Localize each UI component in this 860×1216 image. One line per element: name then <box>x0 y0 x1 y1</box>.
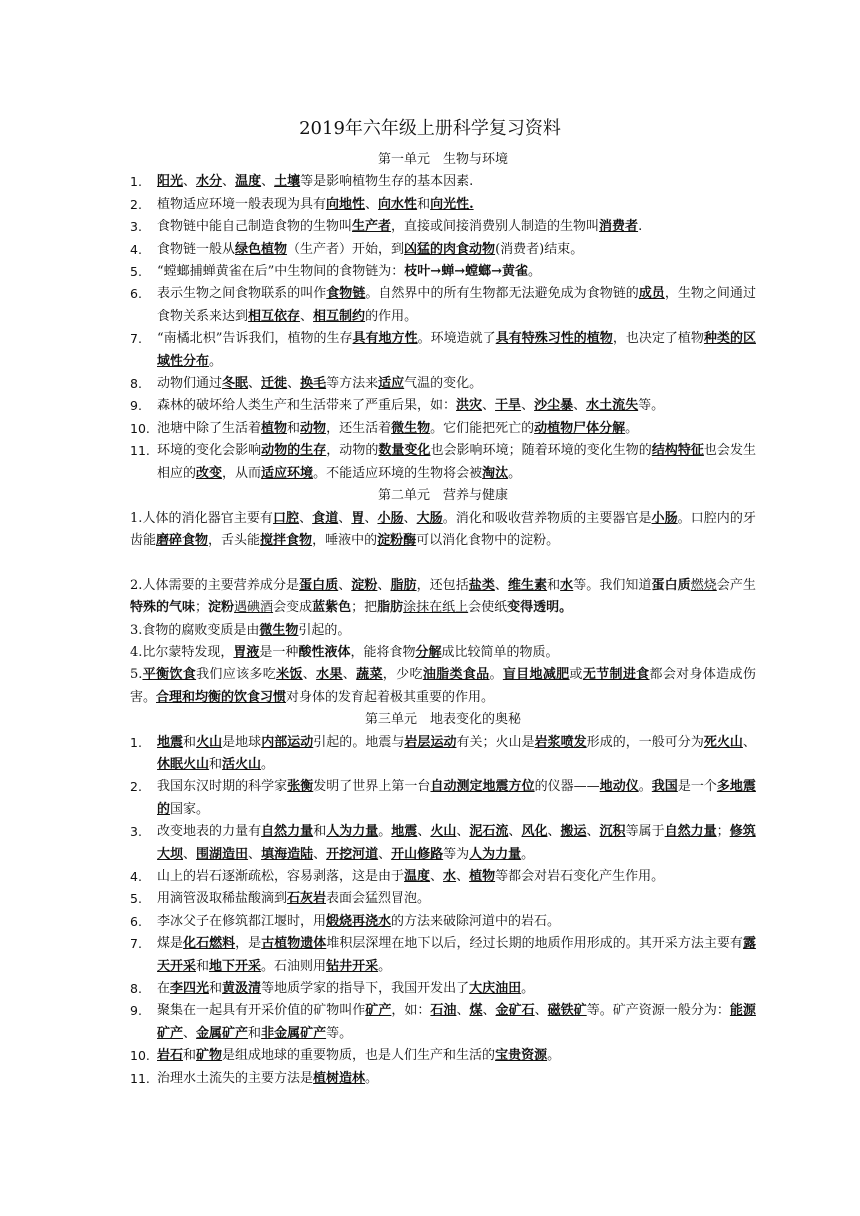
section-heading: 第一单元 生物与环境 <box>377 152 508 167</box>
list-item <box>130 732 756 777</box>
list-item-text: 地震和火山是地球内部运动引起的。地震与岩层运动有关；火山是岩浆喷发形成的，一般可分为死火山、休眠火山和活火山。 <box>157 734 756 772</box>
paragraph: 4.比尔蒙特发现，胃液是一种酸性液体，能将食物分解成比较简单的物质。 <box>130 644 559 660</box>
list-item-number: 5. <box>130 264 142 280</box>
list-item-number: 2. <box>130 779 142 795</box>
list-item-text: 食物链中能自己制造食物的生物叫生产者，直接或间接消费别人制造的生物叫消费者. <box>157 219 643 235</box>
paragraph: 2.人体需要的主要营养成分是蛋白质、淀粉、脂肪，还包括盐类、维生素和水等。我们知道蛋白质燃烧会产生特殊的气味；淀粉遇碘酒会变成蓝紫色；把脂肪涂抹在纸上会使纸变得透明。 <box>130 577 756 616</box>
section-heading: 第三单元 地表变化的奥秘 <box>364 712 521 728</box>
list-item-text: 动物们通过冬眠、迁徙、换毛等方法来适应气温的变化。 <box>157 376 483 392</box>
list-item-text: 我国东汉时期的科学家张衡发明了世界上第一台自动测定地震方位的仪器——地动仪。我国是一个多地震的国家。 <box>157 779 756 817</box>
list-item <box>130 328 756 373</box>
list-item-text: 池塘中除了生活着植物和动物，还生活着微生物。它们能把死亡的动植物尸体分解。 <box>157 420 639 436</box>
list-item-number: 1. <box>130 734 142 750</box>
list-item-number: 4. <box>130 868 142 884</box>
paragraph: 1.人体的消化器官主要有口腔、食道、胃、小肠、大肠。消化和吸收营养物质的主要器官是小肠。口腔内的牙齿能磨碎食物，舌头能搅拌食物，唾液中的淀粉酶可以消化食物中的淀粉。 <box>130 510 756 548</box>
list-item-text: 植物适应环境一般表现为具有向地性、向水性和向光性. <box>157 196 474 212</box>
list-item-text: 李冰父子在修筑都江堰时，用煅烧再浇水的方法来破除河道中的岩石。 <box>157 913 561 929</box>
list-item-number: 6. <box>130 286 142 302</box>
list-item-number: 8. <box>130 376 142 392</box>
list-item-text: 在李四光和黄汲清等地质学家的指导下，我国开发出了大庆油田。 <box>157 981 535 997</box>
list-item-number: 9. <box>130 398 142 414</box>
paragraph: 3.食物的腐败变质是由微生物引起的。 <box>130 622 351 638</box>
list-item-text: 用滴管汲取稀盐酸滴到石灰岩表面会猛烈冒泡。 <box>157 891 431 907</box>
list-item <box>130 239 756 261</box>
list-item-text: 表示生物之间食物联系的叫作食物链。自然界中的所有生物都无法避免成为食物链的成员，生物之间通过食物关系来达到相互依存、相互制约的作用。 <box>157 286 756 324</box>
list-item-text: 山上的岩石逐渐疏松，容易剥落，这是由于温度、水、植物等都会对岩石变化产生作用。 <box>157 868 665 884</box>
list-item <box>130 283 756 328</box>
list-item <box>130 1045 756 1067</box>
list-item <box>130 395 756 417</box>
list-item <box>130 216 756 238</box>
list-item-text: 煤是化石燃料，是古植物遗体堆积层深埋在地下以后，经过长期的地质作用形成的。其开采方法主要有露天开采和地下开采。石油则用钻井开采。 <box>157 936 756 974</box>
list-item <box>130 933 756 978</box>
document-title: 2019年六年级上册科学复习资料 <box>299 118 561 139</box>
list-item <box>130 171 756 193</box>
list-item <box>130 1068 756 1090</box>
list-item-text: 森林的破坏给人类生产和生活带来了严重后果，如：洪灾、干旱、沙尘暴、水土流失等。 <box>157 398 665 414</box>
document-body <box>130 149 756 1090</box>
list-item-number: 6. <box>130 913 142 929</box>
list-item-text: 岩石和矿物是组成地球的重要物质，也是人们生产和生活的宝贵资源。 <box>157 1048 561 1064</box>
list-item <box>130 776 756 821</box>
list-item <box>130 978 756 1000</box>
list-item <box>130 821 756 866</box>
section-heading: 第二单元 营养与健康 <box>377 488 508 504</box>
list-item <box>130 194 756 216</box>
list-item-number: 9. <box>130 1003 142 1019</box>
list-item-number: 11. <box>130 443 150 459</box>
list-item <box>130 911 756 933</box>
list-item-number: 8. <box>130 981 142 997</box>
list-item-text: “螳螂捕蝉黄雀在后”中生物间的食物链为：枝叶→蝉→螳螂→黄雀。 <box>157 264 541 280</box>
list-item-number: 5. <box>130 891 142 907</box>
list-item-text: 食物链一般从绿色植物（生产者）开始，到凶猛的肉食动物(消费者)结束。 <box>157 241 584 257</box>
list-item <box>130 261 756 283</box>
list-item <box>130 866 756 888</box>
list-item-number: 2. <box>130 196 142 212</box>
list-item-text: “南橘北枳”告诉我们，植物的生存具有地方性。环境造就了具有特殊习性的植物，也决定了植物种类的区域性分布。 <box>157 331 756 369</box>
list-item-text: 聚集在一起具有开采价值的矿物叫作矿产，如：石油、煤、金矿石、磁铁矿等。矿产资源一般分为：能源矿产、金属矿产和非金属矿产等。 <box>157 1003 756 1041</box>
list-item-number: 1. <box>130 174 142 190</box>
list-item <box>130 888 756 910</box>
list-item-text: 环境的变化会影响动物的生存，动物的数量变化也会影响环境；随着环境的变化生物的结构特征也会发生相应的改变，从而适应环境。不能适应环境的生物将会被淘汰。 <box>157 443 756 481</box>
list-item-number: 3. <box>130 824 142 840</box>
list-item-text: 阳光、水分、温度、土壤等是影响植物生存的基本因素. <box>157 174 474 190</box>
blank-line <box>130 552 756 574</box>
list-item <box>130 418 756 440</box>
list-item-number: 7. <box>130 936 142 952</box>
list-item-number: 3. <box>130 219 142 235</box>
list-item-number: 11. <box>130 1070 150 1086</box>
paragraph: 5.平衡饮食我们应该多吃米饭、水果、蔬菜，少吃油脂类食品。盲目地减肥或无节制进食都会对身体造成伤害。合理和均衡的饮食习惯对身体的发育起着极其重要的作用。 <box>130 667 756 705</box>
list-item-number: 7. <box>130 331 142 347</box>
list-item-number: 4. <box>130 241 142 257</box>
list-item-text: 治理水土流失的主要方法是植树造林。 <box>157 1070 379 1086</box>
list-item <box>130 373 756 395</box>
list-item-number: 10. <box>130 420 150 436</box>
list-item-text: 改变地表的力量有自然力量和人为力量。地震、火山、泥石流、风化、搬运、沉积等属于自然力量；修筑大坝、围湖造田、填海造陆、开挖河道、开山修路等为人为力量。 <box>157 824 756 862</box>
list-item-number: 10. <box>130 1048 150 1064</box>
list-item <box>130 440 756 485</box>
list-item <box>130 1000 756 1045</box>
